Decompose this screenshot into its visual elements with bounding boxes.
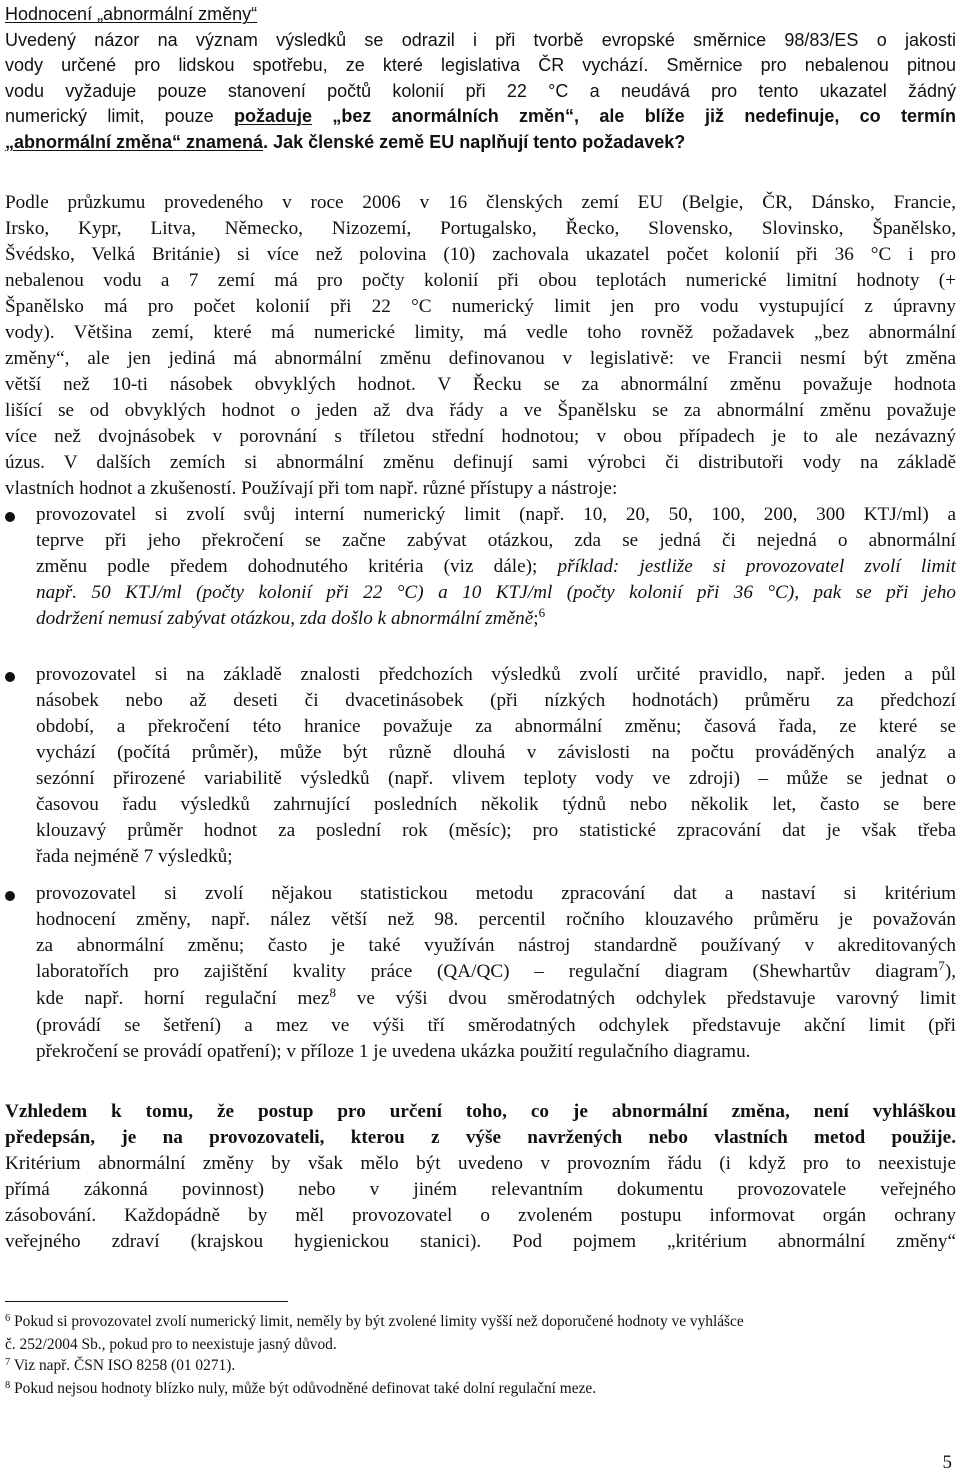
footnote-6: $^6$ Pokud si provozovatel zvolí numerický limit, neměly by být zvolené limity vyšší než doporučené hodnoty ve vyhlášce [5, 1312, 744, 1330]
para2-line: Podle průzkumu provedeného v roce 2006 v 16 členských zemí EU (Belgie, ČR, Dánsko, Francie, [5, 192, 956, 213]
para1-line-4: numerický limit, pouze požaduje „bez anormálních změn“, ale blíže již nedefinuje, co termín [5, 106, 956, 126]
bullet-icon [5, 512, 15, 522]
section-heading: Hodnocení „abnormální změny“ [5, 4, 258, 24]
para2-line: Irsko, Kypr, Litva, Německo, Nizozemí, Portugalsko, Řecko, Slovensko, Slovinsko, Španělsko, [5, 218, 956, 239]
para1-line-5: „abnormální změna“ znamená. Jak členské země EU naplňují tento požadavek? [5, 131, 686, 152]
para3-line: zásobování. Každopádně by měl provozovatel o zvoleném postupu informovat orgán ochrany [5, 1205, 956, 1226]
footnote-7: $^7$ Viz např. ČSN ISO 8258 (01 0271). [5, 1356, 236, 1374]
para1-line-2: vody určené pro lidskou spotřebu, ze které legislativa ČR vychází. Směrnice pro nebalenou pitnou [5, 55, 956, 75]
para2-line: Švédsko, Velká Británie) si více než polovina (10) zachovala ukazatel počet kolonií při 36 °C i pro [5, 244, 956, 265]
para2-line: Španělsko má pro počet kolonií při 22 °C numerický limit jen pro vodu vystupující z úpravny [5, 296, 956, 317]
para2-line: více než dvojnásobek v porovnání s tříletou střední hodnotou; v obou případech je to ale nezávazný [5, 426, 956, 447]
para2-line: vody). Většina zemí, které má numerické limity, má vedle toho rovněž požadavek „bez abnormální [5, 322, 956, 343]
intro-section [5, 2, 956, 155]
conclusion-paragraph [5, 1099, 956, 1255]
bullet-icon [5, 891, 15, 901]
para3-line: Kritérium abnormální změny by však mělo být uvedeno v provozním řádu (i když pro to neexistuje [5, 1153, 956, 1174]
para3-line: veřejného zdraví (krajskou hygienickou stanici). Pod pojmem „kritérium abnormální změny“ [5, 1231, 956, 1252]
footnote-ref-8: 8 [329, 985, 336, 1001]
para2-line: vlastních hodnot a zkušeností. Používají při tom např. různé přístupy a nástroje: [5, 478, 618, 499]
para2-line: větší než 10-ti násobek obvyklých hodnot. V Řecku se za abnormální změnu považuje hodnota [5, 374, 956, 395]
page-number: 5 [942, 1452, 952, 1473]
footnotes: $^6$ Pokud si provozovatel zvolí numerický limit, neměly by být zvolené limity vyšší než doporučené hodnoty ve vyhlášce č. 252/2004 Sb., pokud pro to neexistuje jasný důvod. $^7$ Viz např. ČSN ISO 8258 (01 0271). $^8$ Pokud nejsou hodnoty blízko nuly, může být odůvodněné definovat také dolní regulační meze. [5, 1311, 956, 1401]
para1-line-3: vodu vyžaduje pouze stanovení počtů kolonií při 22 °C a neudává pro tento ukazatel žádný [5, 80, 956, 101]
para2-line: změny“, ale jen jediná má abnormální změnu definovanou v legislativě: ve Francii nesmí být změna [5, 348, 956, 369]
para3-line: přímá zákonná povinnost) nebo v jiném relevantním dokumentu provozovatele veřejného [5, 1179, 956, 1200]
para2-line: lišící se od obvyklých hodnot o jeden až dva řády a ve Španělsku se za abnormální změnu považuje [5, 400, 956, 421]
footnote-ref-6: 6 [538, 605, 546, 621]
para2-line: úzus. V dalších zemích si abnormální změnu definují sami výrobci či distributoři vody na základě [5, 452, 956, 473]
document-page: Hodnocení „abnormální změny“ Uvedený názor na význam výsledků se odrazil i při tvorbě evropské směrnice 98/83/ES o jakosti vody určené pro lidskou spotřebu, ze které legislativa ČR vychází. Směrnice pro nebalenou pitnou vodu vyžaduje pouze stanovení počtů kolonií při 22 °C a neudává pro tento ukazatel žádný numerický limit, pouze požaduje „bez anormálních změn“, ale blíže již nedefinuje, co termín „abnormální změna“ znamená. Jak členské země EU naplňují tento požadavek? Podle průzkumu provedeného v roce 2006 v 16 členských zemí EU (Belgie, ČR, Dánsko, Francie, Irsko, Kypr, Litva, Německo, Nizozemí, Portugalsko, Řecko, Slovensko, Slovinsko, Španělsko, Švédsko, Velká Británie) si více než polovina (10) zachovala ukazatel počet kolonií při 36 °C i pro nebalenou vodu a 7 zemí má pro počty kolonií při obou teplotách numerické limitní hodnoty (+ Španělsko má pro počet kolonií při 22 °C numerický limit jen pro vodu vystupující z úpravny vody). Většina zemí, které má numerické limity, má vedle toho rovněž požadavek „bez abnormální změny“, ale jen jediná má abnormální změnu definovanou v legislativě: ve Francii nesmí být změna větší než 10-ti násobek obvyklých hodnot. V Řecku se za abnormální změnu považuje hodnota lišící se od obvyklých hodnot o jeden až dva řády a ve Španělsku se za abnormální změnu považuje více než dvojnásobek v porovnání s tříletou střední hodnotou; v obou případech je to ale nezávazný úzus. V dalších zemích si abnormální změnu definují sami výrobci či distributoři vody na základě vlastních hodnot a zkušeností. Používají při tom např. různé přístupy a nástroje: provozovatel si zvolí svůj interní numerický limit (např. 10, 20, 50, 100, 200, 300 KTJ/ml) a teprve při jeho překročení se začne zabývat otázkou, zda se jedná či nejedná o abnormální změnu podle předem dohodnutého kritéria (viz dále); příklad: jestliže si provozovatel zvolí limit např. 50 KTJ/ml (počty kolonií při 22 °C) a 10 KTJ/ml (počty kolonií při 36 °C), pak se při jeho dodržení nemusí zabývat otázkou, zda došlo k abnormální změně;$^6$ provozovatel si na základě znalosti předchozích výsledků zvolí určité pravidlo, např. jeden a půl násobek nebo až deseti či dvacetinásobek (při nízkých hodnotách) průměru za předchozí období, a překročení této hranice považuje za abnormální změnu; časová řada, ze které se vychází (počítá průměr), může být různě dlouhá v závislosti na počtu prováděných analýz a sezónní přirozené variabilitě výsledků (např. vlivem teploty vody ve zdroji) – může se jednat o časovou řadu výsledků zahrnující posledních několik týdnů nebo několik let, často se bere klouzavý průměr hodnot za poslední rok (měsíc); pro statistické zpracování dat je však třeba řada nejméně 7 výsledků; provozovatel si zvolí nějakou statistickou metodu zpracování dat a nastaví si kritérium hodnocení změny, např. nález větší než 98. percentil ročního klouzavého průměru je považován za abnormální změnu; často je také využíván nástroj standardně používaný v akreditovaných laboratořích pro zajištění kvality práce (QA/QC) – regulační diagram (Shewhartův diagram$^7$), kde např. horní regulační mez$^8$ ve výši dvou směrodatných odchylek představuje varovný limit (provádí se šetření) a mez ve výši tří směrodatných odchylek představuje akční limit (při překročení se provádí opatření); v příloze 1 je uvedena ukázka použití regulačního diagramu. Vzhledem k tomu, že postup pro určení toho, co je abnormální změna, není vyhláškou předepsán, je na provozovateli, kterou z výše navržených nebo vlastních metod použije. Kritérium abnormální změny by však mělo být uvedeno v provozním řádu (i když pro to neexistuje přímá zákonná povinnost) nebo v jiném relevantním dokumentu provozovatele veřejného zásobování. Každopádně by měl provozovatel o zvoleném postupu informovat orgán ochrany veřejného zdraví (krajskou hygienickou stanici). Pod pojmem „kritérium abnormální změny“ $^6$ Pokud si provozovatel zvolí numerický limit, neměly by být zvolené limity vyšší než doporučené hodnoty ve vyhlášce č. 252/2004 Sb., pokud pro to neexistuje jasný důvod. $^7$ Viz např. ČSN ISO 8258 (01 0271). $^8$ Pokud nejsou hodnoty blízko nuly, může být odůvodněné definovat také dolní regulační meze. 5 [5, 4, 957, 1473]
para3-bold-line: předepsán, je na provozovateli, kterou z výše navržených nebo vlastních metod použije. [5, 1127, 956, 1148]
para2-line: nebalenou vodu a 7 zemí má pro počty kolonií při obou teplotách numerické limitní hodnoty (+ [5, 270, 956, 291]
footnote-separator [5, 1301, 288, 1302]
footnote-ref-7: 7 [938, 958, 945, 974]
bullet-icon [5, 672, 15, 682]
survey-paragraph [5, 190, 956, 502]
emphasis-pozaduje: požaduje [234, 106, 313, 126]
para3-bold-line: Vzhledem k tomu, že postup pro určení toho, co je abnormální změna, není vyhláškou [5, 1101, 956, 1122]
footnote-8: $^8$ Pokud nejsou hodnoty blízko nuly, může být odůvodněné definovat také dolní regulační meze. [5, 1379, 597, 1397]
emphasis-abnormalni-zmena: „abnormální změna“ znamená [5, 131, 264, 152]
para1-line-1: Uvedený názor na význam výsledků se odrazil i při tvorbě evropské směrnice 98/83/ES o jakosti [5, 29, 956, 50]
